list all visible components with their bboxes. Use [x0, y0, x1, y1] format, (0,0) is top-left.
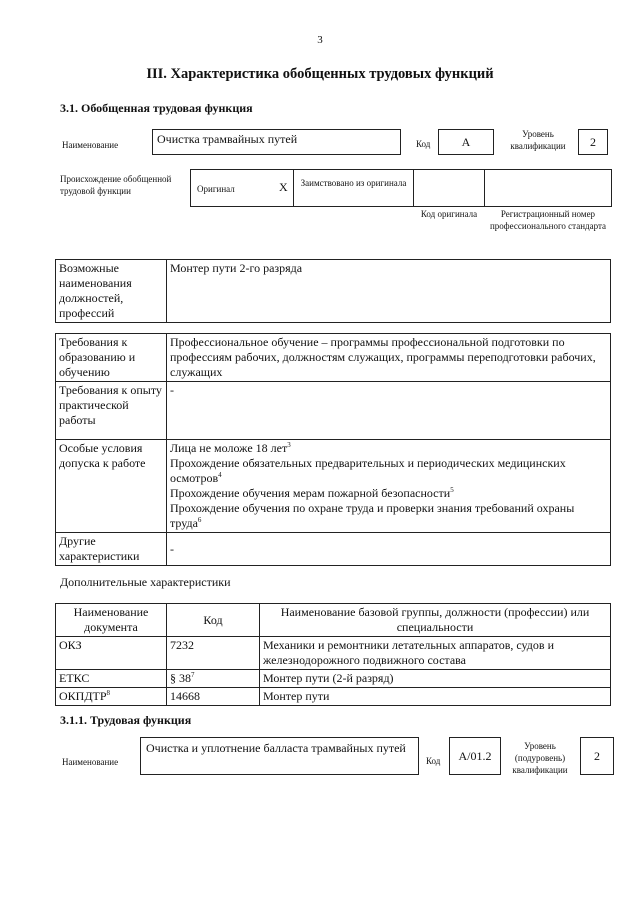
tf-name-value: Очистка и уплотнение балласта трамвайных путей: [146, 741, 406, 755]
positions-value: Монтер пути 2-го разряда: [167, 260, 611, 323]
section-title: III. Характеристика обобщенных трудовых функций: [146, 66, 494, 82]
header-name: Наименование базовой группы, должности (профессии) или специальности: [260, 604, 611, 637]
row-name: Механики и ремонтники летательных аппаратов, судов и железнодорожного подвижного состава: [260, 637, 611, 670]
admission-line: Лица не моложе 18 лет$^3$: [170, 441, 291, 455]
req-other-value: -: [167, 533, 611, 566]
reg-number-label: Регистрационный номер профессионального стандарта: [489, 209, 607, 231]
tf-name-label: Наименование: [62, 757, 119, 767]
admission-line: Прохождение обучения по охране труда и проверки знания требований охраны труда$^6$: [170, 501, 575, 530]
req-experience-label: Требования к опыту практической работы: [56, 382, 167, 440]
gtf-name-box: [152, 129, 401, 155]
positions-label: Возможные наименования должностей, профессий: [56, 260, 167, 323]
row-doc: ОКЗ: [56, 637, 167, 670]
borrowed-cell: [293, 169, 414, 207]
row-doc: ОКПДТР$^8$: [56, 688, 167, 706]
req-admission-value: [167, 440, 611, 533]
additional-table: [55, 603, 611, 706]
gtf-heading: 3.1. Обобщенная трудовая функция: [60, 101, 253, 115]
req-education-value: Профессиональное обучение – программы профессиональной подготовки по профессиям рабочих, должностям служащих, программы переподготовки рабочих, служащих: [167, 334, 611, 382]
positions-table: [55, 259, 611, 323]
gtf-code-label: Код: [416, 139, 431, 149]
gtf-level-value: 2: [578, 129, 608, 155]
row-code: 7232: [167, 637, 260, 670]
gtf-origin-label: Происхождение обобщенной трудовой функции: [60, 174, 172, 196]
req-admission-label: Особые условия допуска к работе: [56, 440, 167, 533]
reg-number-cell: [484, 169, 612, 207]
gtf-code-value: A: [438, 129, 494, 155]
req-education-label: Требования к образованию и обучению: [56, 334, 167, 382]
tf-level-value: 2: [580, 737, 614, 775]
original-label: Оригинал: [197, 184, 235, 194]
borrowed-label: Заимствовано из оригинала: [300, 178, 407, 188]
gtf-level-label: Уровень квалификации: [510, 129, 566, 151]
row-code: 14668: [167, 688, 260, 706]
header-code: Код: [167, 604, 260, 637]
row-doc: ЕТКС: [56, 670, 167, 688]
requirements-table: [55, 333, 611, 566]
gtf-name-label: Наименование: [62, 140, 119, 150]
code-original-label: Код оригинала: [420, 209, 478, 219]
table-row: [56, 637, 611, 670]
tf-heading: 3.1.1. Трудовая функция: [60, 713, 192, 727]
admission-line: Прохождение обучения мерам пожарной безопасности$^5$: [170, 486, 454, 500]
table-row: [56, 670, 611, 688]
code-original-cell: [413, 169, 485, 207]
tf-level-label: Уровень (подуровень) квалификации: [512, 741, 568, 775]
row-name: Монтер пути: [260, 688, 611, 706]
admission-line: Прохождение обязательных предварительных и периодических медицинских осмотров$^4$: [170, 456, 566, 485]
tf-code-value: A/01.2: [449, 737, 501, 775]
header-doc: Наименование документа: [56, 604, 167, 637]
gtf-name-value: Очистка трамвайных путей: [157, 132, 298, 146]
original-cell: [190, 169, 294, 207]
additional-heading: Дополнительные характеристики: [60, 575, 231, 589]
original-mark: X: [279, 180, 288, 194]
tf-code-label: Код: [426, 756, 441, 766]
table-row: [56, 688, 611, 706]
row-code: § $38^7$: [167, 670, 260, 688]
req-experience-value: -: [167, 382, 611, 440]
req-other-label: Другие характеристики: [56, 533, 167, 566]
tf-name-box: [140, 737, 419, 775]
page-number: 3: [317, 34, 323, 46]
row-name: Монтер пути (2-й разряд): [260, 670, 611, 688]
